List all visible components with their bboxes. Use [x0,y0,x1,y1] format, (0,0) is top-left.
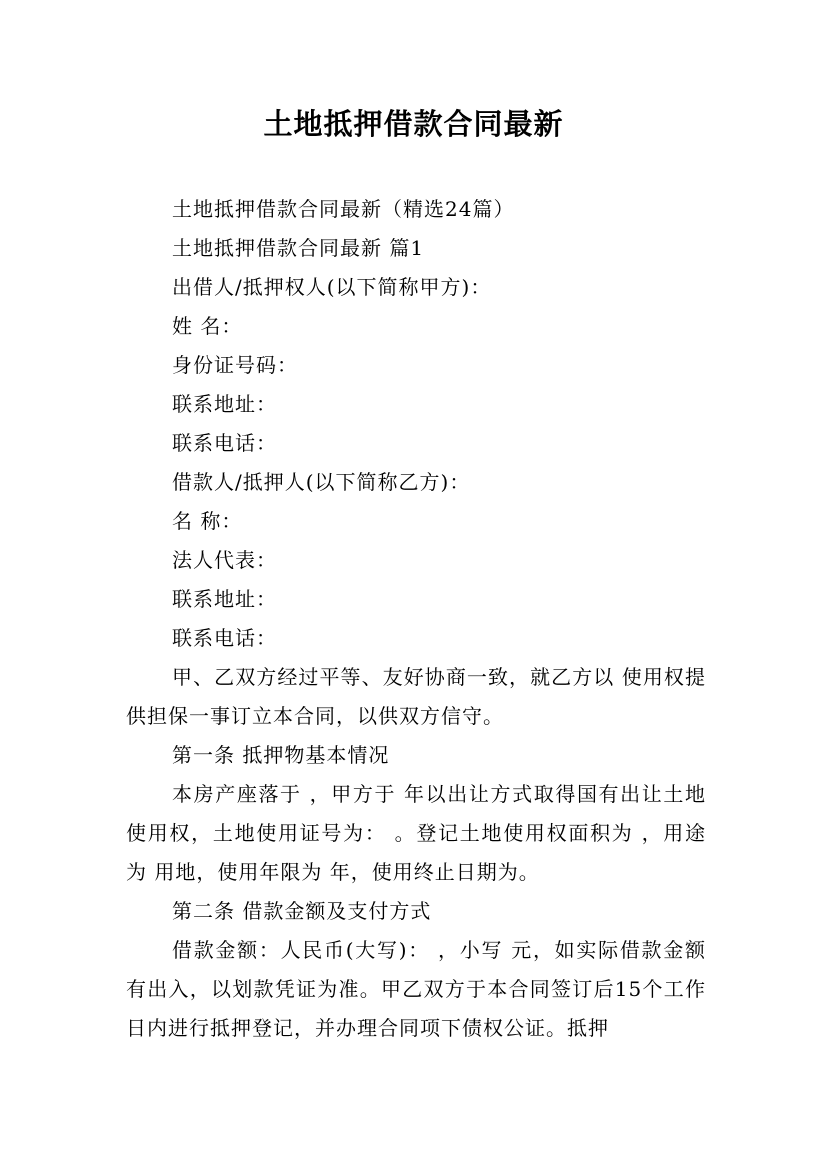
paragraph-borrower-phone: 联系电话： [172,626,277,650]
paragraph-lender-name: 姓 名： [172,314,243,338]
paragraph-section-heading: 土地抵押借款合同最新 篇1 [172,236,425,260]
paragraph-lender-id: 身份证号码： [172,353,298,377]
paragraph-article-2-heading: 第二条 借款金额及支付方式 [172,899,432,923]
paragraph-lender-address: 联系地址： [172,392,277,416]
paragraph-borrower-name: 名 称： [172,509,243,533]
paragraph-subtitle: 土地抵押借款合同最新（精选24篇） [172,197,515,221]
paragraph-legal-rep: 法人代表： [172,548,277,572]
paragraph-article-2-body: 借款金额：人民币(大写)： ，小写 元，如实际借款金额有出入，以划款凭证为准。甲乙双方于本合同签订后15个工作日内进行抵押登记，并办理合同项下债权公证。抵押 [126,938,706,1040]
paragraph-lender: 出借人/抵押权人(以下简称甲方)： [172,275,492,299]
paragraph-borrower-address: 联系地址： [172,587,277,611]
paragraph-lender-phone: 联系电话： [172,431,277,455]
paragraph-article-1-heading: 第一条 抵押物基本情况 [172,743,390,767]
paragraph-agreement: 甲、乙双方经过平等、友好协商一致，就乙方以 使用权提供担保一事订立本合同，以供双方信守。 [126,665,706,728]
document-body [126,190,706,1048]
paragraph-article-1-body: 本房产座落于 ，甲方于 年以出让方式取得国有出让土地使用权，土地使用证号为： 。登记土地使用权面积为 ，用途为 用地，使用年限为 年，使用终止日期为。 [126,782,706,884]
document-title: 土地抵押借款合同最新 [263,107,564,141]
paragraph-borrower: 借款人/抵押人(以下简称乙方)： [172,470,471,494]
